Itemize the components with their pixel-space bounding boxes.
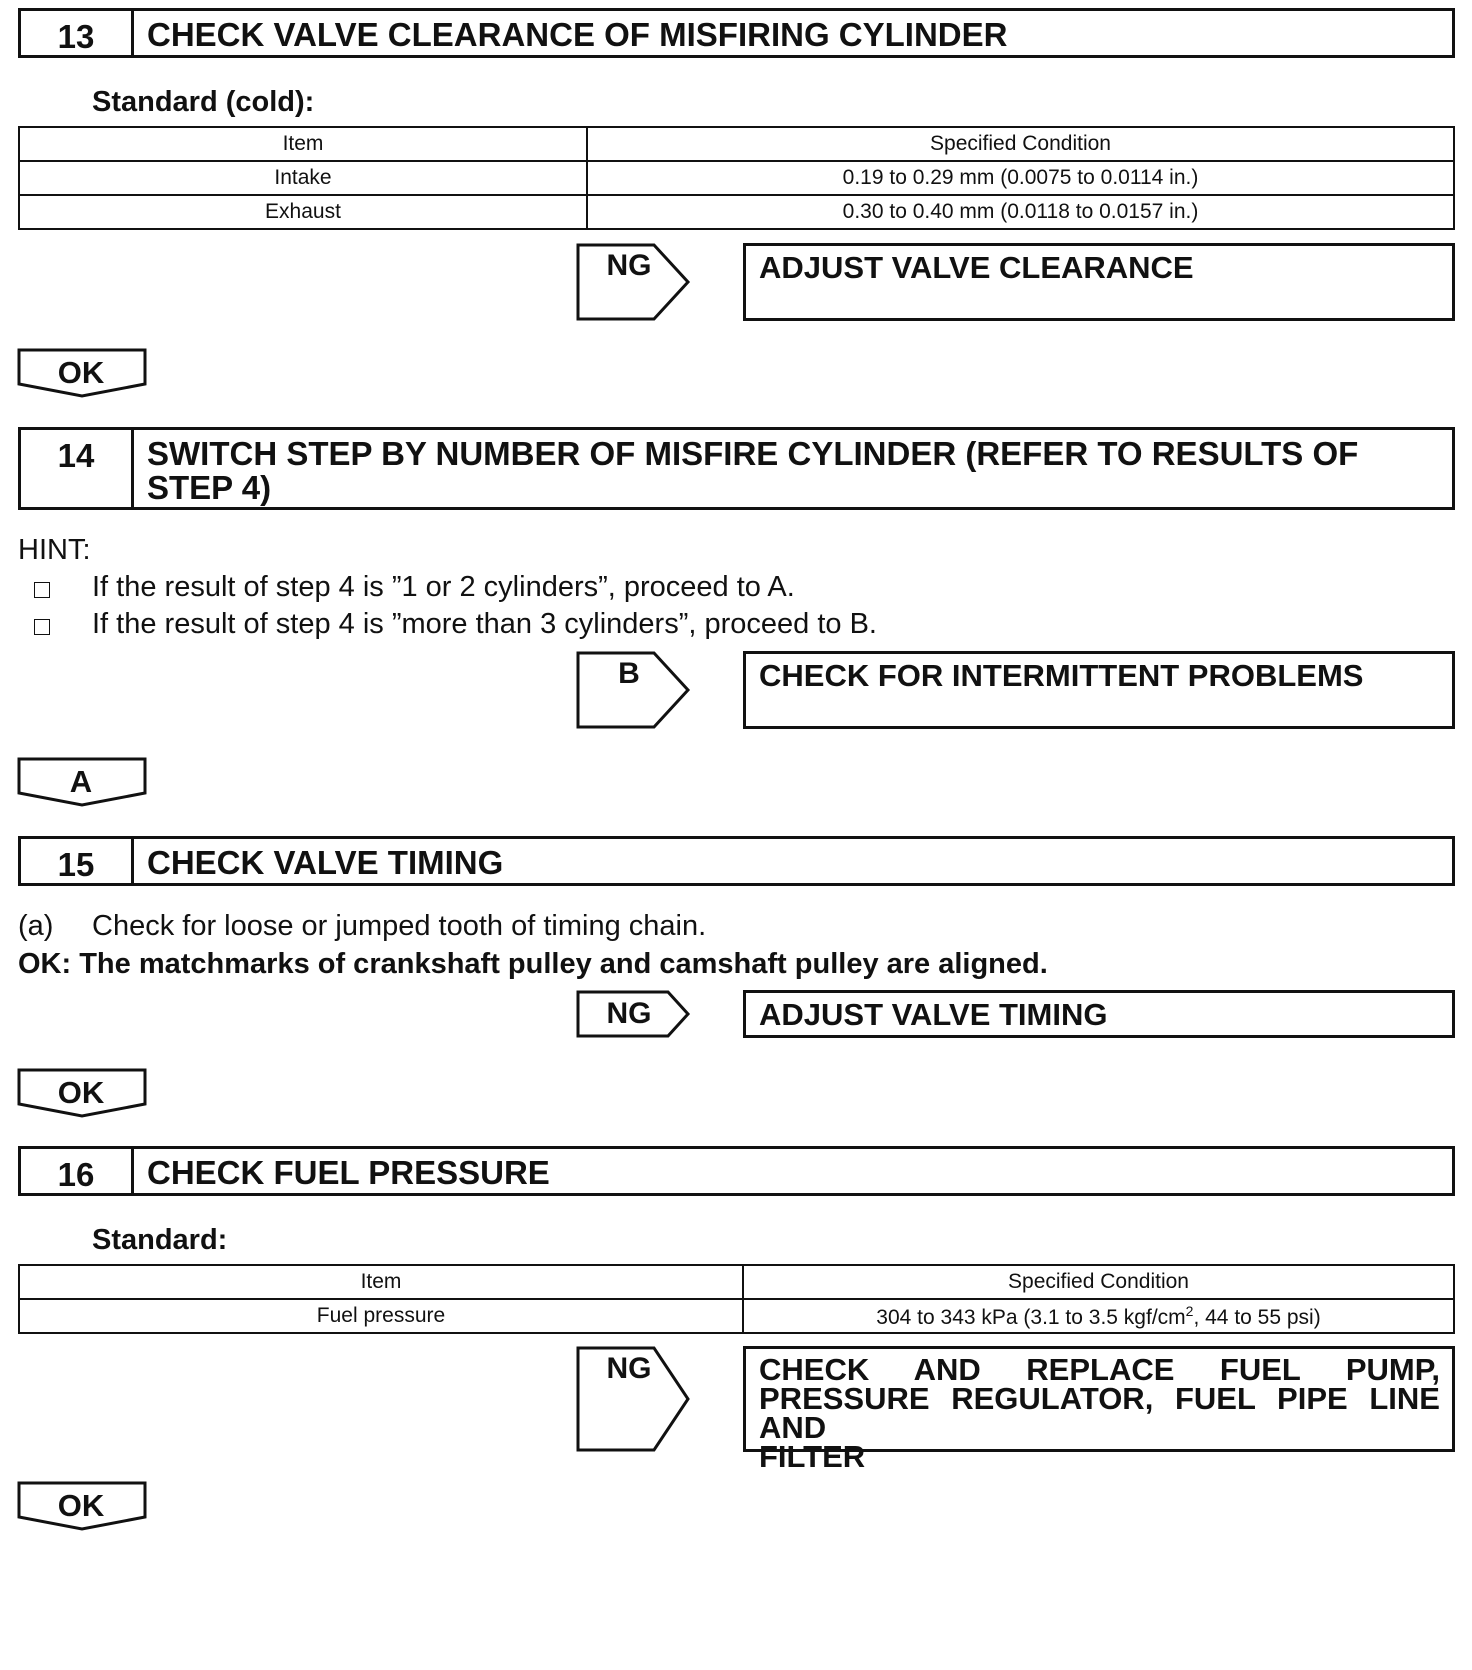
checkbox-icon: [34, 619, 50, 635]
ng-label: NG: [606, 1352, 652, 1385]
step-title: [134, 430, 1452, 507]
column-header-condition: Specified Condition: [743, 1265, 1454, 1299]
table-cell: [743, 1299, 1454, 1333]
b-result-box: CHECK FOR INTERMITTENT PROBLEMS: [743, 651, 1455, 729]
valve-clearance-table: [18, 126, 1455, 230]
b-label: B: [618, 657, 640, 690]
column-header-condition: Specified Condition: [587, 127, 1454, 161]
ng-result-line: FILTER: [759, 1439, 866, 1474]
step-number: 14: [21, 430, 134, 507]
ng-result-box: ADJUST VALVE TIMING: [743, 990, 1455, 1038]
item-marker: (a): [18, 910, 54, 942]
value-text: 304 to 343 kPa (3.1 to 3.5 kgf/cm: [876, 1305, 1186, 1329]
table-header-row: [19, 127, 1454, 161]
step-13-header: [18, 8, 1455, 58]
table-cell: 0.30 to 0.40 mm (0.0118 to 0.0157 in.): [587, 195, 1454, 229]
table-row: [19, 161, 1454, 195]
table-row: [19, 195, 1454, 229]
step-title: CHECK VALVE TIMING: [147, 844, 504, 881]
hint-item: [92, 571, 795, 604]
step-number: 16: [21, 1149, 134, 1193]
item-text: Check for loose or jumped tooth of timing chain.: [92, 910, 707, 942]
table-header-row: [19, 1265, 1454, 1299]
superscript: 2: [1185, 1302, 1194, 1319]
table-cell: Exhaust: [19, 195, 587, 229]
step-15-header: [18, 836, 1455, 886]
hint-text: If the result of step 4 is ”1 or 2 cylinders”, proceed to A.: [92, 571, 795, 603]
step-title: CHECK FUEL PRESSURE: [147, 1154, 550, 1191]
step-14-header: [18, 427, 1455, 510]
step-number: 15: [21, 839, 134, 883]
ok-label: OK: [57, 1488, 105, 1523]
step-title-line: STEP 4): [147, 469, 272, 506]
column-header-item: Item: [19, 1265, 743, 1299]
standard-label: Standard (cold):: [92, 86, 315, 118]
step-16-header: [18, 1146, 1455, 1196]
ng-result-line: CHECK AND REPLACE FUEL PUMP,: [759, 1352, 1440, 1387]
ng-result-box: [743, 1346, 1455, 1474]
table-cell: Fuel pressure: [19, 1299, 743, 1333]
step-title-line: SWITCH STEP BY NUMBER OF MISFIRE CYLINDER (REFER TO RESULTS OF: [147, 435, 1359, 472]
hint-text: If the result of step 4 is ”more than 3 cylinders”, proceed to B.: [92, 608, 877, 640]
hint-label: HINT:: [18, 534, 91, 566]
standard-label: Standard:: [92, 1224, 228, 1256]
ok-condition: OK: The matchmarks of crankshaft pulley and camshaft pulley are aligned.: [18, 948, 1048, 980]
hint-item: [92, 608, 877, 641]
step-number: 13: [21, 11, 134, 55]
column-header-item: Item: [19, 127, 587, 161]
ng-label: NG: [606, 997, 652, 1030]
ng-result-box: ADJUST VALVE CLEARANCE: [743, 243, 1455, 321]
a-label: A: [69, 764, 93, 799]
table-cell: 0.19 to 0.29 mm (0.0075 to 0.0114 in.): [587, 161, 1454, 195]
table-cell: Intake: [19, 161, 587, 195]
ng-label: NG: [606, 249, 652, 282]
ok-label: OK: [57, 1075, 105, 1110]
ok-label: OK: [57, 355, 105, 390]
ng-result-line: PRESSURE REGULATOR, FUEL PIPE LINE AND: [759, 1381, 1440, 1445]
step-title: CHECK VALVE CLEARANCE OF MISFIRING CYLINDER: [147, 16, 1008, 53]
table-row: [19, 1299, 1454, 1333]
checkbox-icon: [34, 582, 50, 598]
fuel-pressure-table: [18, 1264, 1455, 1334]
value-text: , 44 to 55 psi): [1193, 1305, 1321, 1329]
